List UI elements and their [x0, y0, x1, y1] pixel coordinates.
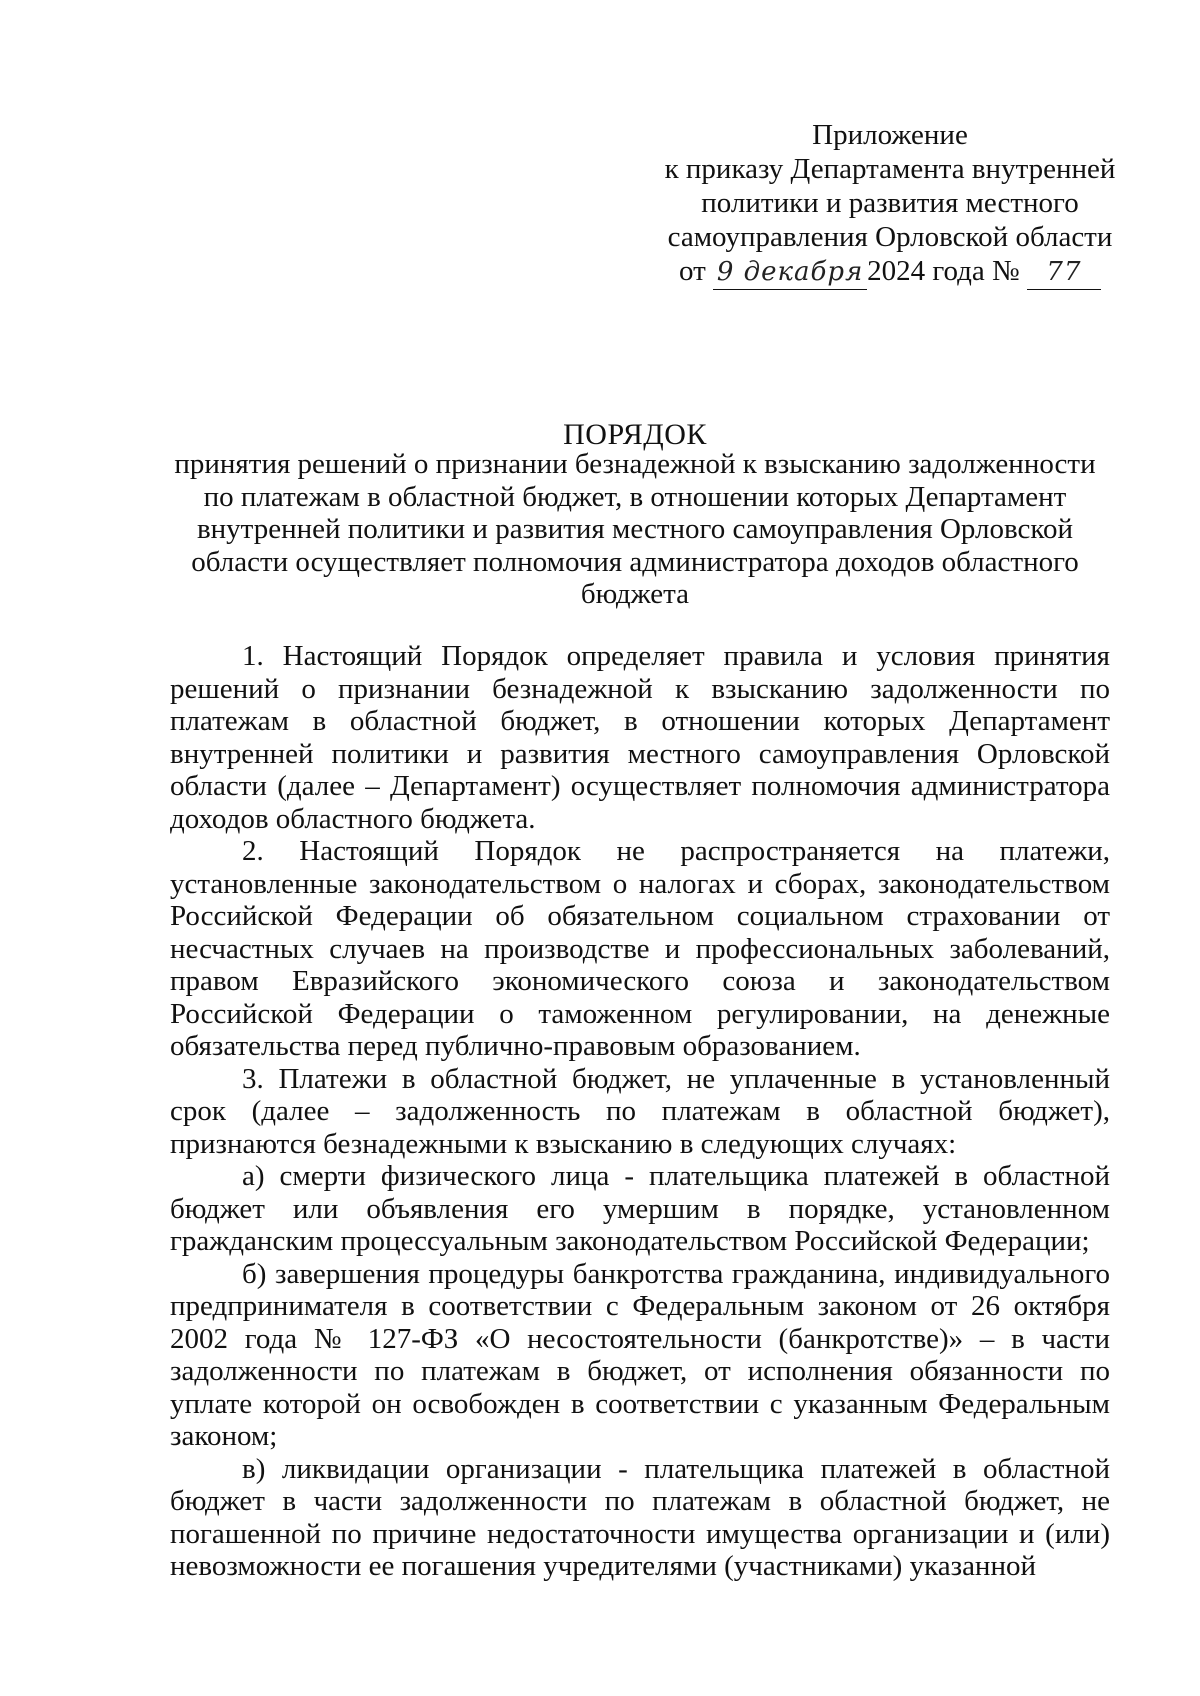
- handwritten-order-number: 77: [1027, 255, 1101, 290]
- appendix-department-line: политики и развития местного: [701, 187, 1079, 219]
- paragraph: 1. Настоящий Порядок определяет правила и условия принятия решений о признании безнадежной к взысканию задолженности по платежам в областной бюджет, в отношении которых Департамент внутренней политики и развития местного самоуправления Орловской области (далее – Департамент) осуществляет полномочия администратора доходов областного бюджета.: [170, 640, 1110, 835]
- document-subtitle: принятия решений о признании безнадежной к взысканию задолженности по платежам в областной бюджет, в отношении которых Департамент внутренней политики и развития местного самоуправления Орловской области осуществляет полномочия администратора доходов областного бюджета: [174, 448, 1096, 610]
- document-title: ПОРЯДОК: [563, 418, 707, 451]
- paragraph: 3. Платежи в областной бюджет, не уплаченные в установленный срок (далее – задолженность по платежам в областной бюджет), признаются безнадежными к взысканию в следующих случаях:: [170, 1062, 1110, 1160]
- date-prefix: от: [679, 255, 706, 287]
- paragraph: в) ликвидации организации - плательщика платежей в областной бюджет в части задолженности по платежам в областной бюджет, не погашенной по причине недостаточности имущества организации и (или) невозможности ее погашения учредителями (участниками) указанной: [170, 1452, 1110, 1582]
- appendix-region-line: самоуправления Орловской области: [667, 221, 1113, 253]
- appendix-order-ref: к приказу Департамента внутренней: [664, 153, 1116, 185]
- appendix-label: Приложение: [812, 119, 968, 151]
- handwritten-date: 9 декабря: [713, 255, 867, 290]
- paragraph: б) завершения процедуры банкротства гражданина, индивидуального предпринимателя в соответствии с Федеральным законом от 26 октября 2002 года № 127-ФЗ «О несостоятельности (банкротстве)» – в части задолженности по платежам в бюджет, от исполнения обязанности по уплате которой он освобожден в соответствии с указанным Федеральным законом;: [170, 1257, 1110, 1452]
- appendix-date-line: [655, 254, 1125, 290]
- appendix-header: [655, 118, 1125, 290]
- paragraph: а) смерти физического лица - плательщика платежей в областной бюджет или объявления его умершим в порядке, установленном гражданским процессуальным законодательством Российской Федерации;: [170, 1160, 1110, 1257]
- paragraph: 2. Настоящий Порядок не распространяется на платежи, установленные законодательством о налогах и сборах, законодательством Российской Федерации об обязательном социальном страховании от несчастных случаев на производстве и профессиональных заболеваний, правом Евразийского экономического союза и законодательством Российской Федерации о таможенном регулировании, на денежные обязательства перед публично-правовым образованием.: [170, 835, 1110, 1062]
- year-text: 2024 года №: [867, 255, 1020, 287]
- document-body: [170, 640, 1110, 1583]
